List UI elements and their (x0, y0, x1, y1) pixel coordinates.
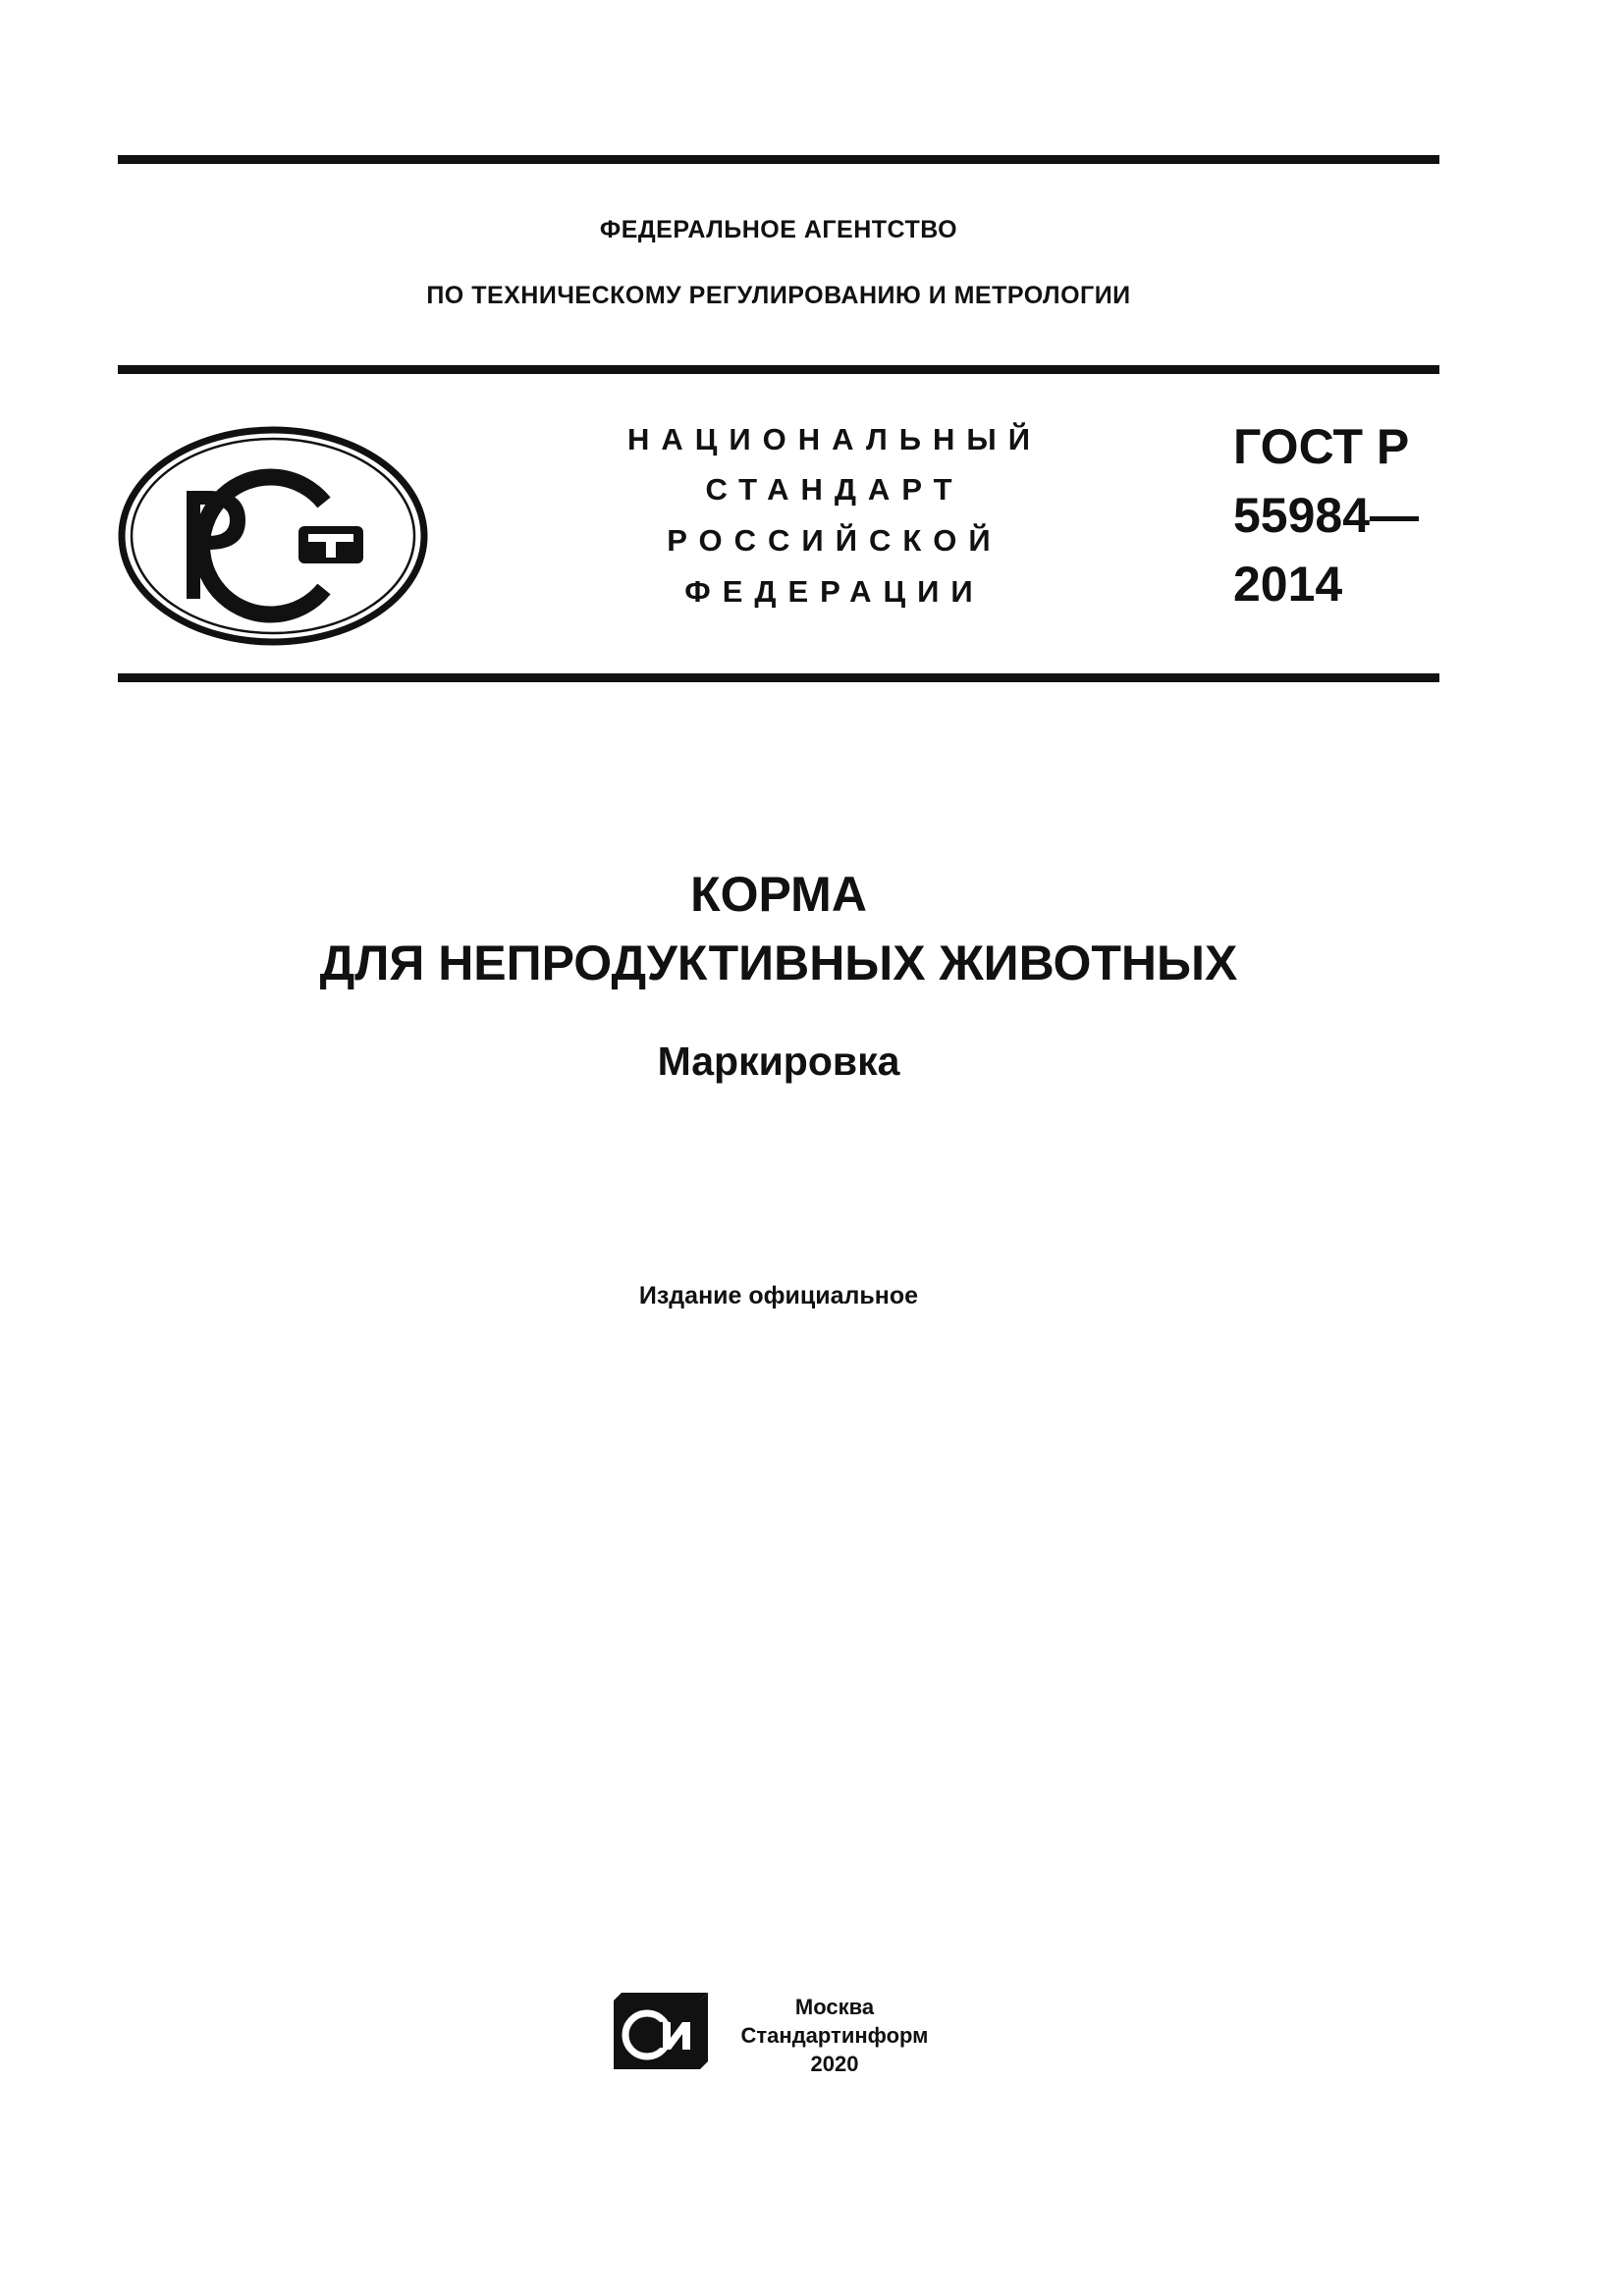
standard-rule (118, 673, 1439, 682)
rst-certification-logo-icon (116, 422, 430, 650)
gost-code-line-1: ГОСТ Р (1233, 419, 1410, 474)
standard-type-line-1: НАЦИОНАЛЬНЫЙ (626, 422, 1043, 456)
publisher-name: Стандартинформ (740, 2023, 929, 2048)
gost-code-line-3: 2014 (1233, 557, 1343, 612)
publisher-year: 2020 (810, 2052, 859, 2076)
edition-note: Издание официальное (638, 1282, 919, 1309)
publisher-city: Москва (794, 1995, 875, 2019)
agency-name-line-2: ПО ТЕХНИЧЕСКОМУ РЕГУЛИРОВАНИЮ И МЕТРОЛОГИИ (426, 282, 1131, 309)
standartinform-logo-icon (614, 1993, 710, 2071)
gost-code-line-2: 55984— (1233, 488, 1420, 543)
standard-type-line-4: ФЕДЕРАЦИИ (684, 574, 985, 609)
top-rule (118, 155, 1439, 164)
document-title-line-1: КОРМА (690, 867, 867, 922)
document-title-line-2: ДЛЯ НЕПРОДУКТИВНЫХ ЖИВОТНЫХ (319, 935, 1238, 990)
standard-type-line-3: РОССИЙСКОЙ (667, 523, 1002, 558)
header-rule (118, 365, 1439, 374)
standard-type-line-2: СТАНДАРТ (705, 472, 964, 507)
document-subtitle: Маркировка (657, 1039, 900, 1084)
agency-name-line-1: ФЕДЕРАЛЬНОЕ АГЕНТСТВО (599, 216, 958, 243)
